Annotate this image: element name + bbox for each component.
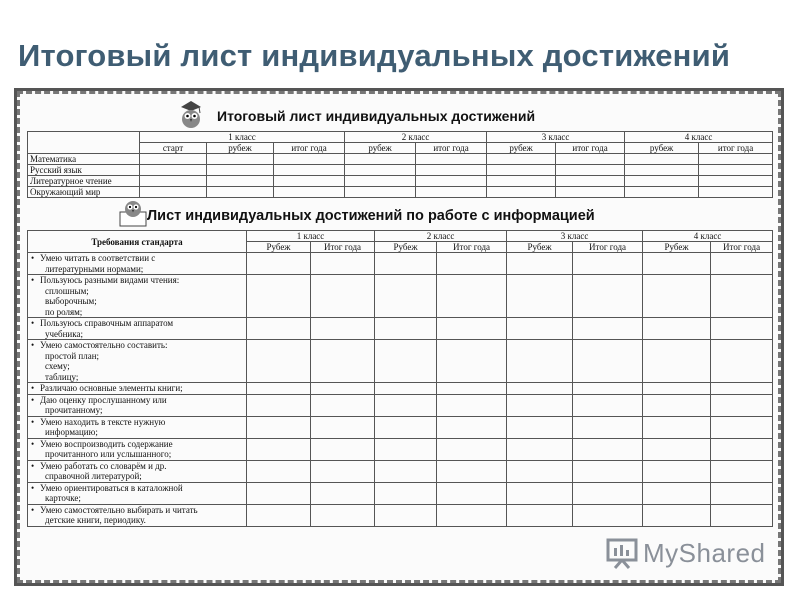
- document-scan: [14, 88, 784, 586]
- mark-cell: [711, 275, 773, 318]
- mark-cell: [507, 383, 573, 395]
- mark-cell: [375, 504, 437, 526]
- mark-cell: [247, 318, 311, 340]
- requirement-subitem: учебника;: [45, 328, 83, 339]
- section2-header: [27, 202, 772, 230]
- requirement-cell: [28, 340, 247, 383]
- mark-cell: [437, 318, 507, 340]
- requirement-cell: [28, 438, 247, 460]
- requirement-text: • Умею самостоятельно составить:: [31, 340, 244, 351]
- mark-cell: [507, 394, 573, 416]
- mark-cell: [507, 416, 573, 438]
- mark-cell: [247, 394, 311, 416]
- requirement-text: • Умею читать в соответствии с: [31, 253, 244, 264]
- requirement-subitem: схему;: [45, 361, 70, 371]
- table-row: [28, 438, 773, 460]
- table-row: [28, 394, 773, 416]
- mark-cell: [573, 340, 643, 383]
- mark-cell: [311, 504, 375, 526]
- subheader: старт: [140, 143, 207, 154]
- requirement-text: • Пользуюсь справочным аппаратом: [31, 318, 244, 329]
- watermark-logo: [605, 535, 766, 571]
- subheader: Рубеж: [507, 242, 573, 253]
- requirement-cell: [28, 275, 247, 318]
- subject-label: Математика: [28, 154, 140, 165]
- grade-header: 1 класс: [140, 132, 345, 143]
- requirement-text: • Умею находить в тексте нужную: [31, 417, 244, 428]
- requirement-cell: [28, 253, 247, 275]
- grade-header: 4 класс: [643, 231, 773, 242]
- owl-icon: [177, 99, 205, 129]
- subheader: итог года: [556, 143, 625, 154]
- mark-cell: [643, 253, 711, 275]
- mark-cell: [247, 460, 311, 482]
- mark-cell: [311, 482, 375, 504]
- mark-cell: [375, 275, 437, 318]
- subject-label: Литературное чтение: [28, 176, 140, 187]
- sheet2-table: [27, 230, 773, 527]
- mark-cell: [247, 275, 311, 318]
- subheader: итог года: [416, 143, 487, 154]
- mark-cell: [437, 340, 507, 383]
- table-row: [28, 318, 773, 340]
- mark-cell: [573, 318, 643, 340]
- mark-cell: [643, 460, 711, 482]
- mark-cell: [711, 482, 773, 504]
- mark-cell: [311, 438, 375, 460]
- subheader: рубеж: [345, 143, 416, 154]
- mark-cell: [247, 253, 311, 275]
- mark-cell: [711, 318, 773, 340]
- sheet1-title: Итоговый лист индивидуальных достижений: [217, 108, 536, 124]
- requirement-text: • Пользуюсь разными видами чтения:: [31, 275, 244, 286]
- mark-cell: [375, 253, 437, 275]
- requirement-cell: [28, 482, 247, 504]
- table-row: [28, 340, 773, 383]
- mark-cell: [507, 438, 573, 460]
- mark-cell: [247, 504, 311, 526]
- presentation-board-icon: [605, 536, 639, 570]
- mark-cell: [375, 340, 437, 383]
- mark-cell: [643, 275, 711, 318]
- grade-header: 4 класс: [625, 132, 773, 143]
- mark-cell: [311, 253, 375, 275]
- mark-cell: [437, 253, 507, 275]
- requirement-text: • Умею работать со словарём и др.: [31, 461, 244, 472]
- table-row: [28, 482, 773, 504]
- mark-cell: [643, 394, 711, 416]
- mark-cell: [375, 482, 437, 504]
- table-row: [28, 165, 773, 176]
- owl-icon: [119, 198, 147, 228]
- mark-cell: [507, 460, 573, 482]
- mark-cell: [437, 482, 507, 504]
- grade-header: 2 класс: [375, 231, 507, 242]
- mark-cell: [643, 340, 711, 383]
- watermark-text: MyShared: [643, 537, 766, 568]
- grade-header: 1 класс: [247, 231, 375, 242]
- mark-cell: [437, 275, 507, 318]
- subheader: Рубеж: [643, 242, 711, 253]
- mark-cell: [311, 394, 375, 416]
- requirement-subitem: карточке;: [45, 493, 81, 503]
- requirement-text: • Умею воспроизводить содержание: [31, 439, 244, 450]
- mark-cell: [375, 416, 437, 438]
- grade-header: 3 класс: [487, 132, 625, 143]
- table-row: [28, 253, 773, 275]
- subheader: рубеж: [487, 143, 556, 154]
- requirements-body: [28, 253, 773, 527]
- mark-cell: [507, 504, 573, 526]
- section1-header: [27, 103, 772, 131]
- subject-label: Окружающий мир: [28, 187, 140, 198]
- mark-cell: [643, 482, 711, 504]
- requirement-text: • Умею ориентироваться в каталожной: [31, 483, 244, 494]
- mark-cell: [711, 340, 773, 383]
- mark-cell: [375, 460, 437, 482]
- requirement-cell: [28, 383, 247, 395]
- sheet1-grade-row: [28, 132, 773, 143]
- requirement-subitem: прочитанного или услышанного;: [45, 449, 172, 459]
- mark-cell: [247, 438, 311, 460]
- table-row: [28, 416, 773, 438]
- mark-cell: [643, 383, 711, 395]
- slide-title: Итоговый лист индивидуальных достижений: [18, 38, 731, 73]
- mark-cell: [311, 318, 375, 340]
- mark-cell: [375, 318, 437, 340]
- requirement-cell: [28, 504, 247, 526]
- mark-cell: [375, 394, 437, 416]
- requirement-subitem: сплошным;: [45, 285, 89, 296]
- mark-cell: [437, 383, 507, 395]
- mark-cell: [247, 383, 311, 395]
- subject-label: Русский язык: [28, 165, 140, 176]
- grade-header: 2 класс: [345, 132, 487, 143]
- subheader: Рубеж: [247, 242, 311, 253]
- mark-cell: [573, 482, 643, 504]
- mark-cell: [311, 460, 375, 482]
- mark-cell: [311, 383, 375, 395]
- mark-cell: [643, 504, 711, 526]
- requirement-subitem: литературными нормами;: [45, 263, 144, 274]
- mark-cell: [507, 275, 573, 318]
- mark-cell: [573, 383, 643, 395]
- requirement-subitem: выборочным;: [45, 296, 97, 306]
- requirement-subitem: детские книги, периодику.: [45, 515, 146, 525]
- requirement-subitem: простой план;: [45, 350, 100, 361]
- mark-cell: [711, 394, 773, 416]
- subheader: Итог года: [437, 242, 507, 253]
- subheader: итог года: [699, 143, 773, 154]
- requirement-cell: [28, 416, 247, 438]
- sheet2-title: Лист индивидуальных достижений по работе с информацией: [147, 208, 595, 224]
- mark-cell: [573, 416, 643, 438]
- requirement-text: • Умею самостоятельно выбирать и читать: [31, 505, 244, 516]
- table-row: [28, 504, 773, 526]
- sheet1-subheader-row: [28, 143, 773, 154]
- subheader: Итог года: [311, 242, 375, 253]
- requirement-cell: [28, 318, 247, 340]
- requirement-subitem: информацию;: [45, 427, 98, 437]
- mark-cell: [437, 504, 507, 526]
- table-row: [28, 176, 773, 187]
- requirement-text: • Различаю основные элементы книги;: [31, 383, 244, 394]
- mark-cell: [311, 275, 375, 318]
- mark-cell: [375, 438, 437, 460]
- subheader: Итог года: [573, 242, 643, 253]
- requirement-cell: [28, 460, 247, 482]
- mark-cell: [711, 416, 773, 438]
- document-content: [27, 103, 772, 527]
- mark-cell: [507, 340, 573, 383]
- mark-cell: [573, 394, 643, 416]
- subheader: итог года: [274, 143, 345, 154]
- subheader: Рубеж: [375, 242, 437, 253]
- mark-cell: [573, 253, 643, 275]
- subheader: рубеж: [207, 143, 274, 154]
- mark-cell: [711, 438, 773, 460]
- mark-cell: [643, 318, 711, 340]
- mark-cell: [437, 438, 507, 460]
- table-row: [28, 275, 773, 318]
- mark-cell: [507, 253, 573, 275]
- sheet1-table: [27, 131, 773, 198]
- mark-cell: [711, 383, 773, 395]
- mark-cell: [507, 318, 573, 340]
- mark-cell: [573, 504, 643, 526]
- mark-cell: [643, 438, 711, 460]
- mark-cell: [711, 253, 773, 275]
- mark-cell: [247, 340, 311, 383]
- requirement-subitem: таблицу;: [45, 371, 79, 382]
- requirements-header: Требования стандарта: [28, 231, 247, 253]
- mark-cell: [437, 394, 507, 416]
- mark-cell: [573, 438, 643, 460]
- mark-cell: [507, 482, 573, 504]
- table-row: [28, 383, 773, 395]
- mark-cell: [643, 416, 711, 438]
- table-row: [28, 154, 773, 165]
- table-row: [28, 460, 773, 482]
- requirement-subitem: прочитанному;: [45, 405, 103, 415]
- sheet2-grade-row: [28, 231, 773, 242]
- mark-cell: [711, 504, 773, 526]
- mark-cell: [573, 275, 643, 318]
- requirement-text: • Даю оценку прослушанному или: [31, 395, 244, 406]
- subheader: рубеж: [625, 143, 699, 154]
- requirement-subitem: справочной литературой;: [45, 471, 142, 481]
- subheader: Итог года: [711, 242, 773, 253]
- grade-header: 3 класс: [507, 231, 643, 242]
- table-row: [28, 187, 773, 198]
- mark-cell: [311, 416, 375, 438]
- mark-cell: [573, 460, 643, 482]
- requirement-cell: [28, 394, 247, 416]
- mark-cell: [247, 416, 311, 438]
- mark-cell: [437, 416, 507, 438]
- mark-cell: [437, 460, 507, 482]
- mark-cell: [375, 383, 437, 395]
- mark-cell: [311, 340, 375, 383]
- mark-cell: [711, 460, 773, 482]
- mark-cell: [247, 482, 311, 504]
- requirement-subitem: по ролям;: [45, 306, 83, 317]
